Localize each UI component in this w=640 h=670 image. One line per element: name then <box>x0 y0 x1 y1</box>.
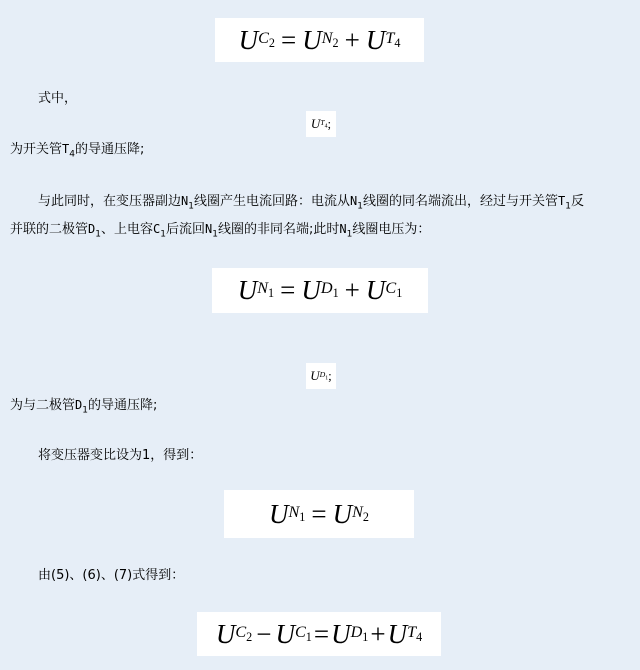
paragraph-current-loop-line1: 与此同时，在变压器副边$N_1$线圈产生电流回路：电流从$N_1$线圈的同名端流出，经过与开关管$T_1$反 <box>38 194 584 212</box>
paragraph-current-loop-line2: 并联的二极管$D_1$、上电容$C_1$后流回$N_1$线圈的非同名端;此时$N_1$线圈电压为： <box>10 222 431 240</box>
equation-un1-un2: U $N_1$ = U $N_2$ <box>224 490 414 538</box>
symbol-ut4: U $T_4$ ; <box>306 111 336 137</box>
equation-un1: U $N_1$ = U $D_1$ + U $C_1$ <box>212 268 428 313</box>
paragraph-where: 式中， <box>38 91 78 106</box>
paragraph-d1-drop: 为与二极管$D_1$的导通压降; <box>10 398 158 416</box>
equation-final: U $C_2$ − U $C_1$ = U $D_1$ + U $T_4$ <box>197 612 441 656</box>
paragraph-t4-drop: 为开关管$T_4$的导通压降; <box>10 142 145 160</box>
paragraph-derive: 由(5)、(6)、(7)式得到： <box>38 568 185 583</box>
paragraph-ratio: 将变压器变比设为1，得到： <box>38 448 203 463</box>
symbol-ud1: U $D_1$ ; <box>306 363 336 389</box>
equation-uc2: U $C_2$ = U $N_2$ + U $T_4$ <box>215 18 424 62</box>
